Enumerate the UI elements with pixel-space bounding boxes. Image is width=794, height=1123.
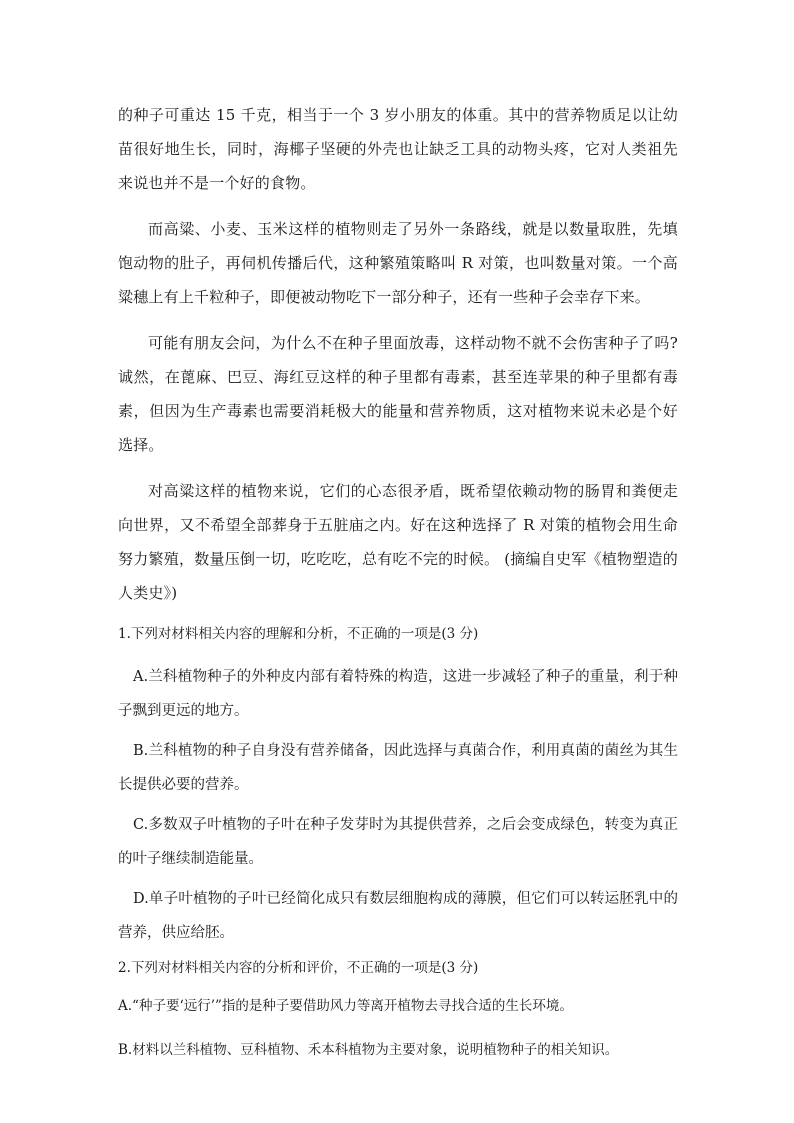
passage-paragraph-sorghum: 对高粱这样的植物来说，它们的心态很矛盾，既希望依赖动物的肠胃和粪便走向世界，又不希望全部葬身于五脏庙之内。好在这种选择了 R 对策的植物会用生命努力繁殖，数量压倒一切，吃吃吃，总有吃不完的时候。 (摘编自史军《植物塑造的人类史》) — [118, 482, 678, 602]
question-1-option-a: A.兰科植物种子的外种皮内部有着特殊的构造，这进一步减轻了种子的重量，利于种子飘到更远的地方。 — [118, 669, 678, 719]
question-2-title: 2.下列对材料相关内容的分析和评价，不正确的一项是(3 分) — [118, 960, 479, 976]
question-1-title: 1.下列对材料相关内容的理解和分析，不正确的一项是(3 分) — [118, 626, 479, 642]
passage-paragraph-continuation: 的种子可重达 15 千克，相当于一个 3 岁小朋友的体重。其中的营养物质足以让幼苗很好地生长，同时，海椰子坚硬的外壳也让缺乏工具的动物头疼，它对人类祖先来说也并不是一个好的食物。 — [118, 106, 678, 192]
question-1-option-d: D.单子叶植物的子叶已经简化成只有数层细胞构成的薄膜，但它们可以转运胚乳中的营养，供应给胚。 — [118, 891, 678, 941]
question-1-option-c: C.多数双子叶植物的子叶在种子发芽时为其提供营养，之后会变成绿色，转变为真正的叶子继续制造能量。 — [118, 817, 678, 867]
passage-paragraph-r-strategy: 而高粱、小麦、玉米这样的植物则走了另外一条路线，就是以数量取胜，先填饱动物的肚子，再伺机传播后代，这种繁殖策略叫 R 对策，也叫数量对策。一个高粱穗上有上千粒种子，即便被动物吃下一部分种子，还有一些种子会幸存下来。 — [118, 220, 678, 306]
question-1-option-b: B.兰科植物的种子自身没有营养储备，因此选择与真菌合作，利用真菌的菌丝为其生长提供必要的营养。 — [118, 743, 678, 793]
question-2-option-b: B.材料以兰科植物、豆科植物、禾本科植物为主要对象，说明植物种子的相关知识。 — [118, 1042, 619, 1058]
document-page — [118, 98, 678, 1082]
passage-paragraph-poison: 可能有朋友会问，为什么不在种子里面放毒，这样动物不就不会伤害种子了吗?诚然，在蓖麻、巴豆、海红豆这样的种子里都有毒素，甚至连苹果的种子里都有毒素，但因为生产毒素也需要消耗极大的能量和营养物质，这对植物来说未必是个好选择。 — [118, 334, 678, 454]
question-2-option-a: A.“种子要‘远行’”指的是种子要借助风力等离开植物去寻找合适的生长环境。 — [118, 998, 573, 1014]
